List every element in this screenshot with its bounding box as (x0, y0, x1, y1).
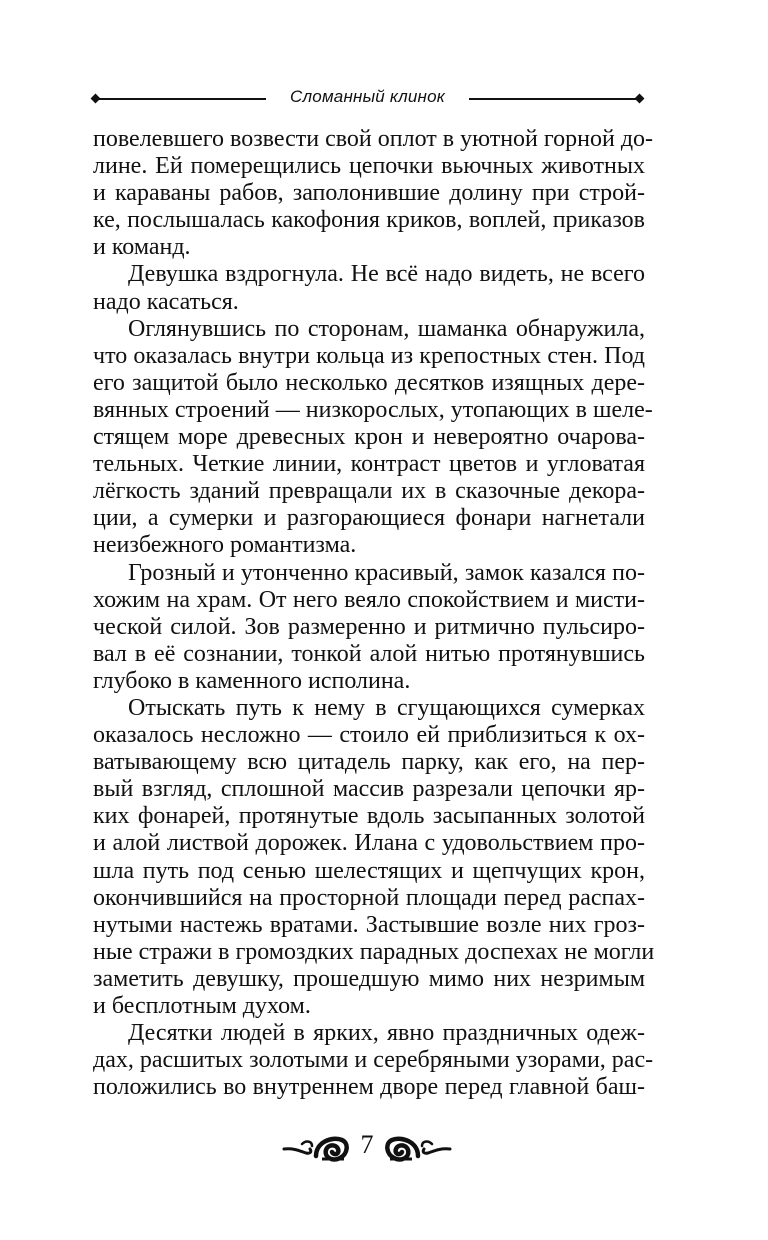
text-line: лине. Ей померещились цепочки вьючных животных (93, 153, 645, 180)
text-line: оказалось несложно — стоило ей приблизиться к ох- (93, 722, 645, 749)
right-scroll-ornament-icon (384, 1132, 452, 1162)
text-line: и алой листвой дорожек. Илана с удовольствием про- (93, 830, 645, 857)
body-text (93, 126, 655, 1101)
text-line: и команд. (93, 234, 191, 261)
text-line: хожим на храм. От него веяло спокойствием и мисти- (93, 586, 645, 613)
text-line: ции, а сумерки и разгорающиеся фонари нагнетали (93, 505, 645, 532)
text-line: дах, расшитых золотыми и серебряными узорами, рас- (93, 1047, 654, 1074)
text-line: заметить девушку, прошедшую мимо них незримым (93, 965, 645, 992)
text-line: ческой силой. Зов размеренно и ритмично пульсиро- (93, 613, 645, 640)
page-number: 7 (360, 1130, 374, 1159)
page-footer (282, 1128, 452, 1168)
text-line: Отыскать путь к нему в сгущающихся сумерках (128, 694, 645, 721)
text-line: что оказалась внутри кольца из крепостных стен. Под (93, 342, 645, 369)
text-line: вянных строений — низкорослых, утопающих в шеле- (93, 396, 653, 423)
text-line: ке, послышалась какофония криков, воплей, приказов (93, 207, 645, 234)
text-line: неизбежного романтизма. (93, 532, 357, 559)
text-line: вый взгляд, сплошной массив разрезали цепочки яр- (93, 776, 645, 803)
text-line: ватывающему всю цитадель парку, как его, на пер- (93, 749, 645, 776)
text-line: Девушка вздрогнула. Не всё надо видеть, не всего (128, 261, 645, 288)
text-line: и бесплотным духом. (93, 993, 311, 1019)
text-line: Оглянувшись по сторонам, шаманка обнаружила, (128, 315, 645, 342)
text-line: стящем море древесных крон и невероятно очарова- (93, 424, 645, 451)
running-header (90, 86, 645, 112)
text-line: и караваны рабов, заполонившие долину при строй- (93, 180, 645, 207)
text-line: ные стражи в громоздких парадных доспехах не могли (93, 938, 655, 965)
header-right-rule (469, 98, 637, 100)
text-line: шла путь под сенью шелестящих и щепчущих крон, (93, 857, 645, 884)
running-header-title: Сломанный клинок (290, 87, 445, 106)
text-line: ких фонарей, протянутые вдоль засыпанных золотой (93, 803, 645, 830)
text-line: надо касаться. (93, 288, 239, 315)
text-line: лёгкость зданий превращали их в сказочные декора- (93, 478, 645, 505)
text-line: положились во внутреннем дворе перед главной баш- (93, 1074, 645, 1101)
text-line: глубоко в каменного исполина. (93, 667, 411, 694)
text-line: повелевшего возвести свой оплот в уютной горной до- (93, 126, 654, 152)
text-line: его защитой было несколько десятков изящных дере- (93, 369, 645, 396)
text-line: нутыми настежь вратами. Застывшие возле них гроз- (93, 911, 645, 938)
text-line: Десятки людей в ярких, явно праздничных одеж- (128, 1020, 645, 1047)
text-line: Грозный и утонченно красивый, замок казался по- (128, 559, 645, 586)
text-line: окончившийся на просторной площади перед распах- (93, 884, 645, 911)
text-line: тельных. Четкие линии, контраст цветов и угловатая (93, 451, 645, 478)
text-line: вал в её сознании, тонкой алой нитью протянувшись (93, 640, 645, 667)
